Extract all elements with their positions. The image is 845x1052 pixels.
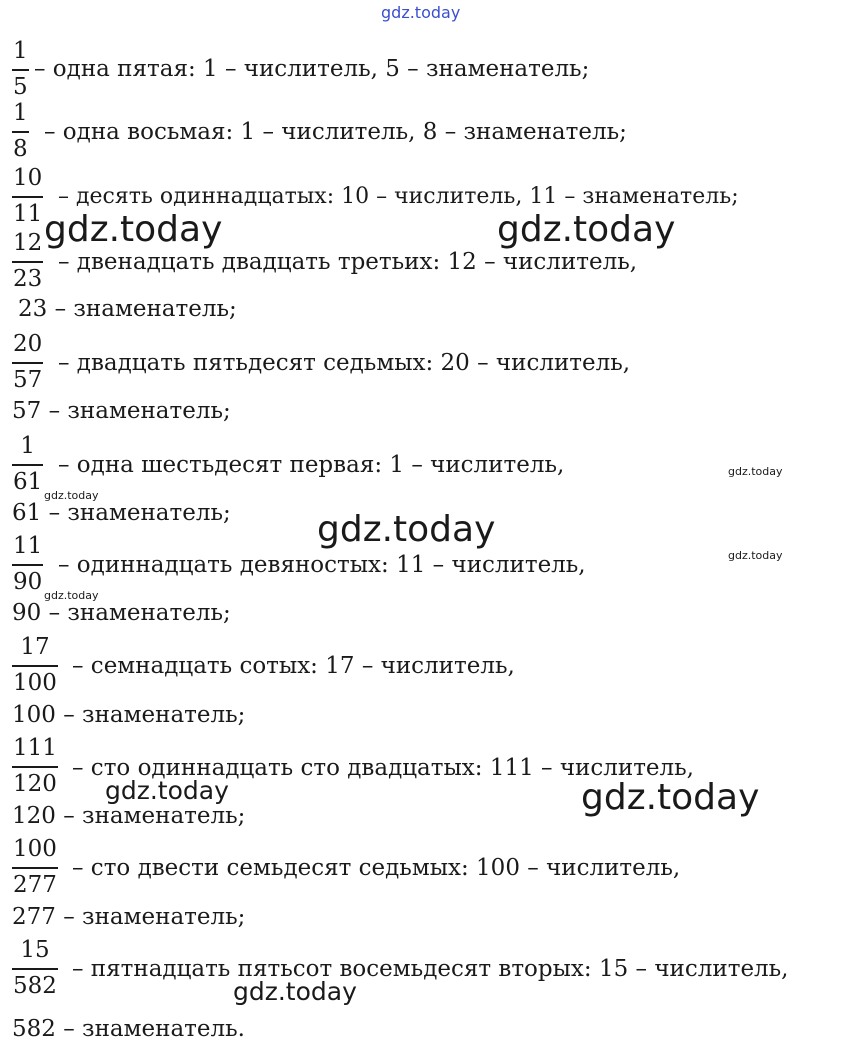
fraction-1-5 <box>12 40 29 99</box>
fraction-111-120 <box>12 737 58 796</box>
denominator-line: 23 – знаменатель; <box>18 296 237 322</box>
fraction-denominator: 582 <box>13 973 57 999</box>
fraction-description: – одиннадцать девяностых: 11 – числитель, <box>58 552 586 578</box>
fraction-description: – сто одиннадцать сто двадцатых: 111 – числитель, <box>72 755 694 781</box>
watermark: gdz.today <box>44 489 99 502</box>
fraction-1-8 <box>12 102 29 161</box>
watermark: gdz.today <box>44 589 99 602</box>
fraction-bar <box>12 196 43 198</box>
fraction-20-57 <box>12 333 43 392</box>
fraction-numerator: 17 <box>20 634 50 660</box>
fraction-description: – одна пятая: 1 – числитель, 5 – знаменатель; <box>34 56 590 82</box>
fraction-1-61 <box>12 435 43 494</box>
fraction-denominator: 90 <box>13 569 43 595</box>
fraction-bar <box>12 665 58 667</box>
fraction-numerator: 111 <box>13 735 57 761</box>
fraction-description: – сто двести семьдесят седьмых: 100 – числитель, <box>72 855 681 881</box>
fraction-numerator: 20 <box>13 331 43 357</box>
fraction-numerator: 11 <box>13 533 43 559</box>
fraction-bar <box>12 69 29 71</box>
fraction-numerator: 1 <box>13 38 28 64</box>
fraction-denominator: 61 <box>13 469 43 495</box>
fraction-denominator: 277 <box>13 872 57 898</box>
watermark: gdz.today <box>105 776 229 805</box>
fraction-denominator: 120 <box>13 771 57 797</box>
denominator-line: 100 – знаменатель; <box>12 702 246 728</box>
fraction-10-11 <box>12 167 43 226</box>
fraction-description: – десять одиннадцатых: 10 – числитель, 11 – знаменатель; <box>58 184 739 209</box>
fraction-denominator: 57 <box>13 367 43 393</box>
fraction-denominator: 8 <box>13 136 28 162</box>
fraction-numerator: 15 <box>20 937 50 963</box>
fraction-description: – двадцать пятьдесят седьмых: 20 – числитель, <box>58 350 631 376</box>
watermark-top: gdz.today <box>381 3 461 22</box>
watermark: gdz.today <box>44 209 223 250</box>
fraction-bar <box>12 464 43 466</box>
watermark: gdz.today <box>728 465 783 478</box>
fraction-description: – семнадцать сотых: 17 – числитель, <box>72 653 515 679</box>
fraction-12-23 <box>12 232 43 291</box>
fraction-bar <box>12 968 58 970</box>
denominator-line: 90 – знаменатель; <box>12 600 231 626</box>
watermark: gdz.today <box>497 209 676 250</box>
fraction-numerator: 10 <box>13 165 43 191</box>
fraction-denominator: 100 <box>13 670 57 696</box>
fraction-17-100 <box>12 636 58 695</box>
fraction-denominator: 11 <box>13 201 43 227</box>
fraction-bar <box>12 564 43 566</box>
denominator-line: 582 – знаменатель. <box>12 1016 245 1042</box>
fraction-description: – двенадцать двадцать третьих: 12 – числитель, <box>58 249 638 275</box>
fraction-description: – пятнадцать пятьсот восемьдесят вторых: 15 – числитель, <box>72 956 789 982</box>
watermark: gdz.today <box>317 509 496 550</box>
denominator-line: 277 – знаменатель; <box>12 904 246 930</box>
fraction-bar <box>12 131 29 133</box>
fraction-description: – одна восьмая: 1 – числитель, 8 – знаменатель; <box>44 119 627 145</box>
fraction-bar <box>12 362 43 364</box>
fraction-numerator: 100 <box>13 836 57 862</box>
fraction-bar <box>12 766 58 768</box>
fraction-numerator: 12 <box>13 230 43 256</box>
fraction-11-90 <box>12 535 43 594</box>
fraction-denominator: 23 <box>13 266 43 292</box>
watermark: gdz.today <box>581 777 760 818</box>
denominator-line: 120 – знаменатель; <box>12 803 246 829</box>
fraction-denominator: 5 <box>13 74 28 100</box>
denominator-line: 57 – знаменатель; <box>12 398 231 424</box>
fraction-bar <box>12 261 43 263</box>
fraction-description: – одна шестьдесят первая: 1 – числитель, <box>58 452 565 478</box>
fraction-numerator: 1 <box>20 433 35 459</box>
fraction-bar <box>12 867 58 869</box>
fraction-100-277 <box>12 838 58 897</box>
fraction-15-582 <box>12 939 58 998</box>
watermark: gdz.today <box>728 549 783 562</box>
watermark: gdz.today <box>233 977 357 1006</box>
denominator-line: 61 – знаменатель; <box>12 500 231 526</box>
fraction-numerator: 1 <box>13 100 28 126</box>
